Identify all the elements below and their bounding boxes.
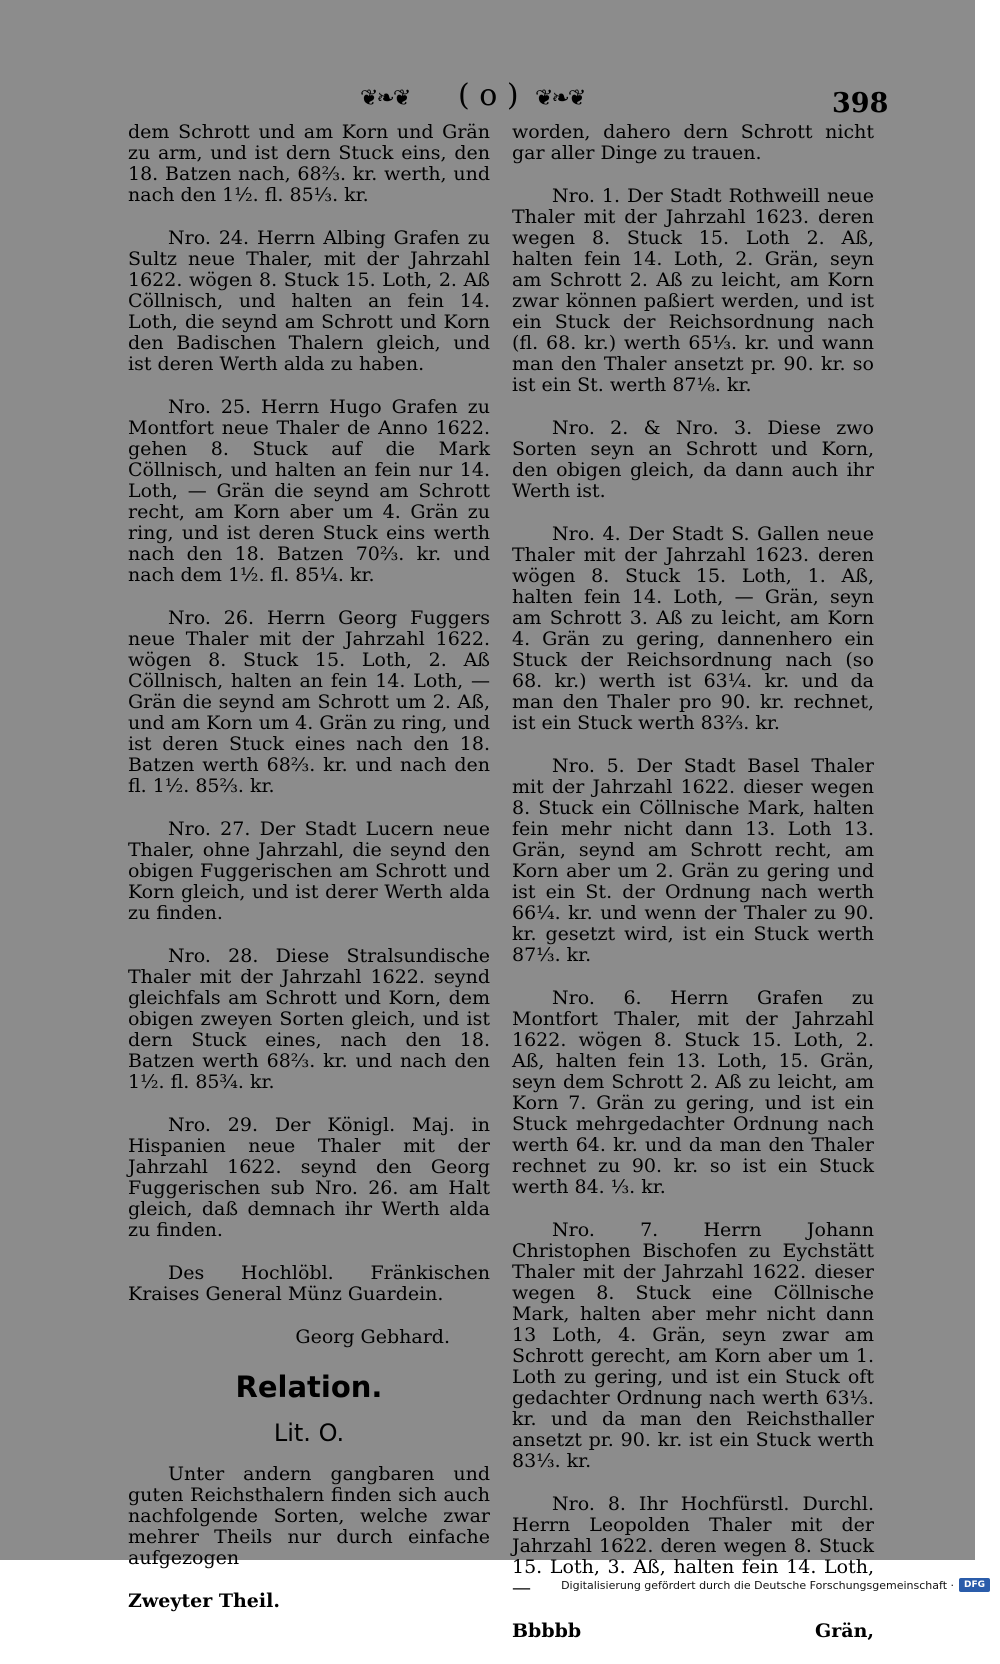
paragraph: Nro. 26. Herrn Georg Fuggers neue Thaler mit der Jahrzahl 1622. wögen 8. Stuck 15. Loth, 2. Aß Cöllnisch, halten an fein 14. Loth, — Grän die seynd am Schrott um 2. Aß, und am Korn um 4. Grän zu ring, und ist deren Stuck eines nach den 18. Batzen werth 68⅔. kr. und nach den fl. 1½. 85⅔. kr.: [128, 607, 490, 797]
signature: Georg Gebhard.: [295, 1326, 450, 1348]
ornament-left-icon: ❦❧❦: [360, 86, 410, 111]
page-number: 398: [832, 88, 889, 119]
paragraph: Des Hochlöbl. Fränkischen Kraises General Münz Guardein.: [128, 1262, 490, 1305]
page-mark: ( o ): [458, 78, 519, 113]
catchword-right: Grän,: [815, 1620, 874, 1642]
right-column: [512, 122, 874, 1664]
paragraph: Nro. 25. Herrn Hugo Grafen zu Montfort neue Thaler de Anno 1622. gehen 8. Stuck auf die Mark Cöllnisch, und halten an fein nur 14. Loth, — Grän die seynd am Schrott recht, am Korn aber um 4. Grän zu ring, und ist deren Stuck eins werth nach den 18. Batzen 70⅔. kr. und nach dem 1½. fl. 85¼. kr.: [128, 396, 490, 586]
paragraph: Nro. 1. Der Stadt Rothweill neue Thaler mit der Jahrzahl 1623. deren wegen 8. Stuck 15. Loth 2. Aß, halten fein 14. Loth, 2. Grän, seyn am Schrott 2. Aß zu leicht, am Korn zwar können paßiert werden, und ist ein Stuck der Reichsordnung nach (fl. 68. kr.) werth 65⅓. kr. und wann man den Thaler ansetzt pr. 90. kr. so ist ein St. werth 87⅛. kr.: [512, 185, 874, 396]
paragraph: Nro. 4. Der Stadt S. Gallen neue Thaler mit der Jahrzahl 1623. deren wögen 8. Stuck 15. Loth, 1. Aß, halten fein 14. Loth, — Grän, seyn am Schrott 3. Aß zu leicht, am Korn 4. Grän zu gering, dannenhero ein Stuck der Reichsordnung nach (so 68. kr.) werth ist 63¼. kr. und da man den Thaler pro 90. kr. rechnet, ist ein Stuck werth 83⅔. kr.: [512, 523, 874, 734]
catchword-left: Bbbbb: [512, 1620, 582, 1642]
page-header: [360, 78, 630, 118]
footer-credit: Digitalisierung gefördert durch die Deutsche Forschungsgemeinschaft ·: [561, 1579, 954, 1592]
paragraph: Nro. 24. Herrn Albing Grafen zu Sultz neue Thaler, mit der Jahrzahl 1622. wögen 8. Stuck 15. Loth, 2. Aß Cöllnisch, und halten an fein 14. Loth, die seynd am Schrott und Korn den Badischen Thalern gleich, und ist deren Werth alda zu haben.: [128, 227, 490, 375]
section-heading: Relation.: [235, 1370, 383, 1404]
ornament-right-icon: ❦❧❦: [535, 86, 585, 111]
paragraph: Nro. 5. Der Stadt Basel Thaler mit der Jahrzahl 1622. dieser wegen 8. Stuck ein Cöllnische Mark, halten fein mehr nicht dann 13. Loth 13. Grän, seynd am Schrott recht, am Korn aber um 2. Grän zu gering und ist ein St. der Ordnung nach werth 66¼. kr. und wenn der Thaler zu 90. kr. gesetzt wird, ist ein Stuck werth 87⅓. kr.: [512, 755, 874, 966]
paragraph: Nro. 29. Der Königl. Maj. in Hispanien neue Thaler mit der Jahrzahl 1622. seynd den Georg Fuggerischen sub Nro. 26. am Halt gleich, daß demnach ihr Werth alda zu finden.: [128, 1114, 490, 1241]
catchword-left: Zweyter Theil.: [128, 1590, 280, 1612]
catchword-line: [512, 1621, 874, 1642]
paragraph: Nro. 28. Diese Stralsundische Thaler mit der Jahrzahl 1622. seynd gleichfals am Schrott und Korn, dem obigen zweyen Sorten gleich, und ist dern Stuck eines, nach den 18. Batzen werth 68⅔. kr. und nach den 1½. fl. 85¾. kr.: [128, 945, 490, 1093]
paragraph: worden, dahero dern Schrott nicht gar aller Dinge zu trauen.: [512, 121, 874, 164]
paragraph: Nro. 6. Herrn Grafen zu Montfort Thaler, mit der Jahrzahl 1622. wögen 8. Stuck 15. Loth, 2. Aß, halten fein 13. Loth, 15. Grän, seyn dem Schrott 2. Aß zu leicht, am Korn 7. Grän zu gering, und ist ein Stuck mehrgedachter Ordnung nach werth 64. kr. und da man den Thaler rechnet zu 90. kr. so ist ein Stuck werth 84. ⅓. kr.: [512, 987, 874, 1198]
section-subheading: Lit. O.: [273, 1419, 345, 1447]
dfg-logo-icon: DFG: [959, 1578, 990, 1592]
paragraph: Nro. 27. Der Stadt Lucern neue Thaler, ohne Jahrzahl, die seynd den obigen Fuggerischen am Schrott und Korn gleich, und ist derer Werth alda zu finden.: [128, 818, 490, 924]
paragraph: Nro. 8. Ihr Hochfürstl. Durchl. Herrn Leopolden Thaler mit der Jahrzahl 1622. deren wegen 8. Stuck 15. Loth, 3. Aß, halten fein 14. Loth, —: [512, 1493, 874, 1599]
paragraph: dem Schrott und am Korn und Grän zu arm, und ist dern Stuck eins, den 18. Batzen nach, 68⅔. kr. werth, und nach den 1½. fl. 85⅓. kr.: [128, 121, 490, 206]
paragraph: Nro. 7. Herrn Johann Christophen Bischofen zu Eychstätt Thaler mit der Jahrzahl 1622. dieser wegen 8. Stuck eine Cöllnische Mark, halten aber mehr nicht dann 13 Loth, 4. Grän, seyn zwar am Schrott gerecht, am Korn aber um 1. Loth zu gering, und ist ein Stuck oft gedachter Ordnung nach werth 63⅓. kr. und da man den Reichsthaller ansetzt pr. 90. kr. ist ein Stuck werth 83⅓. kr.: [512, 1219, 874, 1472]
paragraph: Nro. 2. & Nro. 3. Diese zwo Sorten seyn an Schrott und Korn, den obigen gleich, da dann auch ihr Werth ist.: [512, 417, 874, 502]
left-column: [128, 122, 490, 1634]
paragraph: Unter andern gangbaren und guten Reichsthalern finden sich auch nachfolgende Sorten, welche zwar mehrer Theils nur durch einfache aufgezogen: [128, 1463, 490, 1569]
footer: [0, 1560, 1000, 1609]
